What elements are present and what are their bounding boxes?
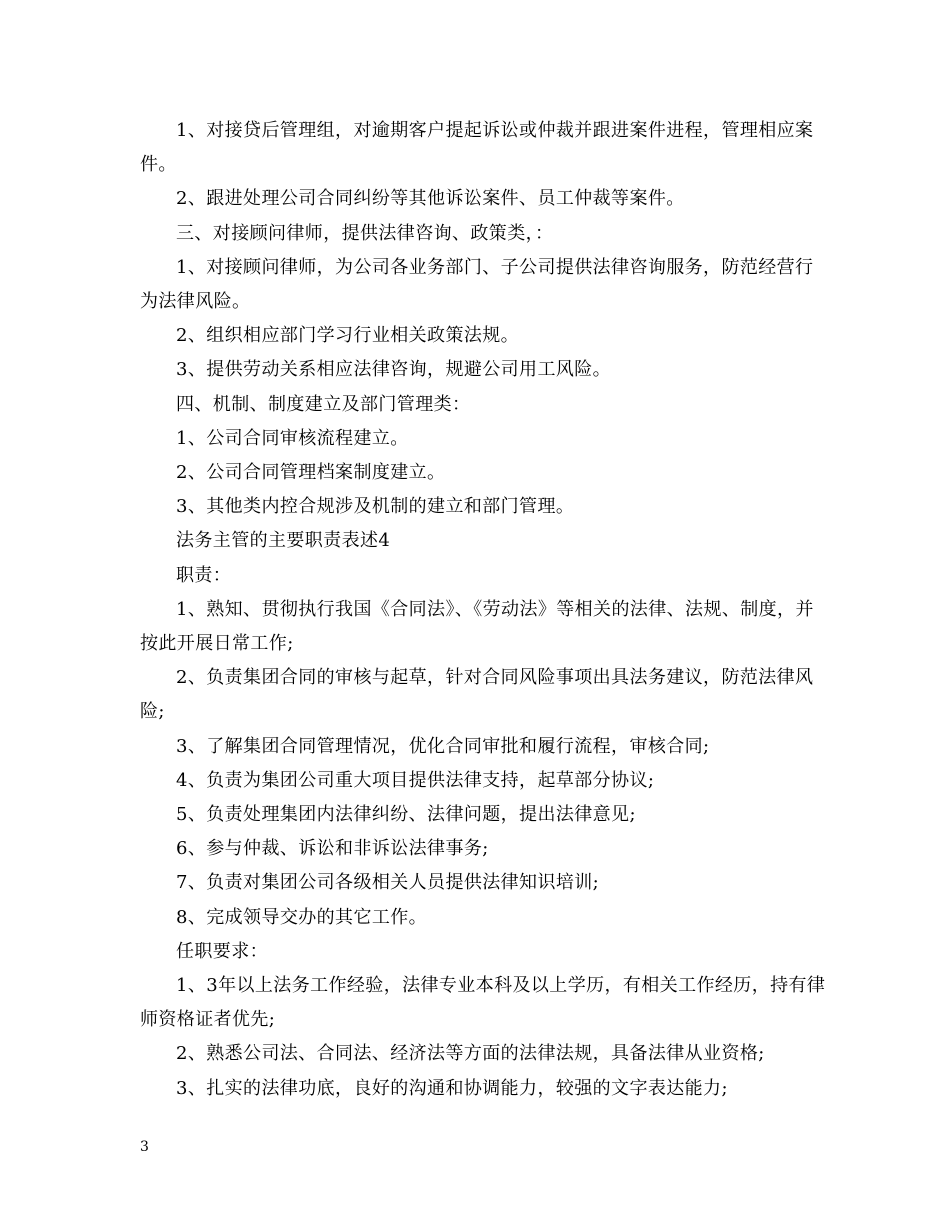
paragraph: 5、负责处理集团内法律纠纷、法律问题，提出法律意见; — [176, 804, 636, 826]
paragraph: 2、公司合同管理档案制度建立。 — [176, 462, 446, 484]
page-number: 3 — [140, 1139, 149, 1155]
document-body — [140, 114, 830, 1106]
paragraph: 3、扎实的法律功底，良好的沟通和协调能力，较强的文字表达能力; — [176, 1077, 728, 1099]
paragraph: 4、负责为集团公司重大项目提供法律支持，起草部分协议; — [176, 769, 655, 791]
paragraph: 2、组织相应部门学习行业相关政策法规。 — [176, 325, 520, 347]
paragraph: 7、负责对集团公司各级相关人员提供法律知识培训; — [176, 872, 600, 894]
paragraph: 3、提供劳动关系相应法律咨询，规避公司用工风险。 — [176, 359, 612, 381]
section-heading: 三、对接顾问律师，提供法律咨询、政策类，： — [176, 222, 554, 244]
paragraph: 1、对接顾问律师，为公司各业务部门、子公司提供法律咨询服务，防范经营行为法律风险。 — [140, 256, 814, 313]
paragraph: 1、公司合同审核流程建立。 — [176, 427, 409, 449]
section-title: 法务主管的主要职责表述4 — [176, 530, 391, 552]
paragraph: 1、3年以上法务工作经验，法律专业本科及以上学历，有相关工作经历，持有律师资格证者优先; — [140, 975, 826, 1031]
paragraph: 2、负责集团合同的审核与起草，针对合同风险事项出具法务建议，防范法律风险; — [140, 667, 814, 723]
paragraph: 2、跟进处理公司合同纠纷等其他诉讼案件、员工仲裁等案件。 — [176, 188, 685, 210]
section-heading: 职责： — [176, 564, 232, 586]
paragraph: 3、其他类内控合规涉及机制的建立和部门管理。 — [176, 496, 575, 518]
paragraph: 1、对接贷后管理组，对逾期客户提起诉讼或仲裁并跟进案件进程，管理相应案件。 — [140, 120, 814, 176]
paragraph: 1、熟知、贯彻执行我国《合同法》、《劳动法》等相关的法律、法规、制度，并按此开展日常工作; — [140, 598, 814, 655]
paragraph: 2、熟悉公司法、合同法、经济法等方面的法律法规，具备法律从业资格; — [176, 1043, 765, 1065]
paragraph: 8、完成领导交办的其它工作。 — [176, 906, 428, 928]
section-heading: 任职要求： — [176, 940, 268, 962]
section-heading: 四、机制、制度建立及部门管理类： — [176, 393, 471, 415]
paragraph: 3、了解集团合同管理情况，优化合同审批和履行流程，审核合同; — [176, 735, 710, 757]
paragraph: 6、参与仲裁、诉讼和非诉讼法律事务; — [176, 838, 489, 860]
